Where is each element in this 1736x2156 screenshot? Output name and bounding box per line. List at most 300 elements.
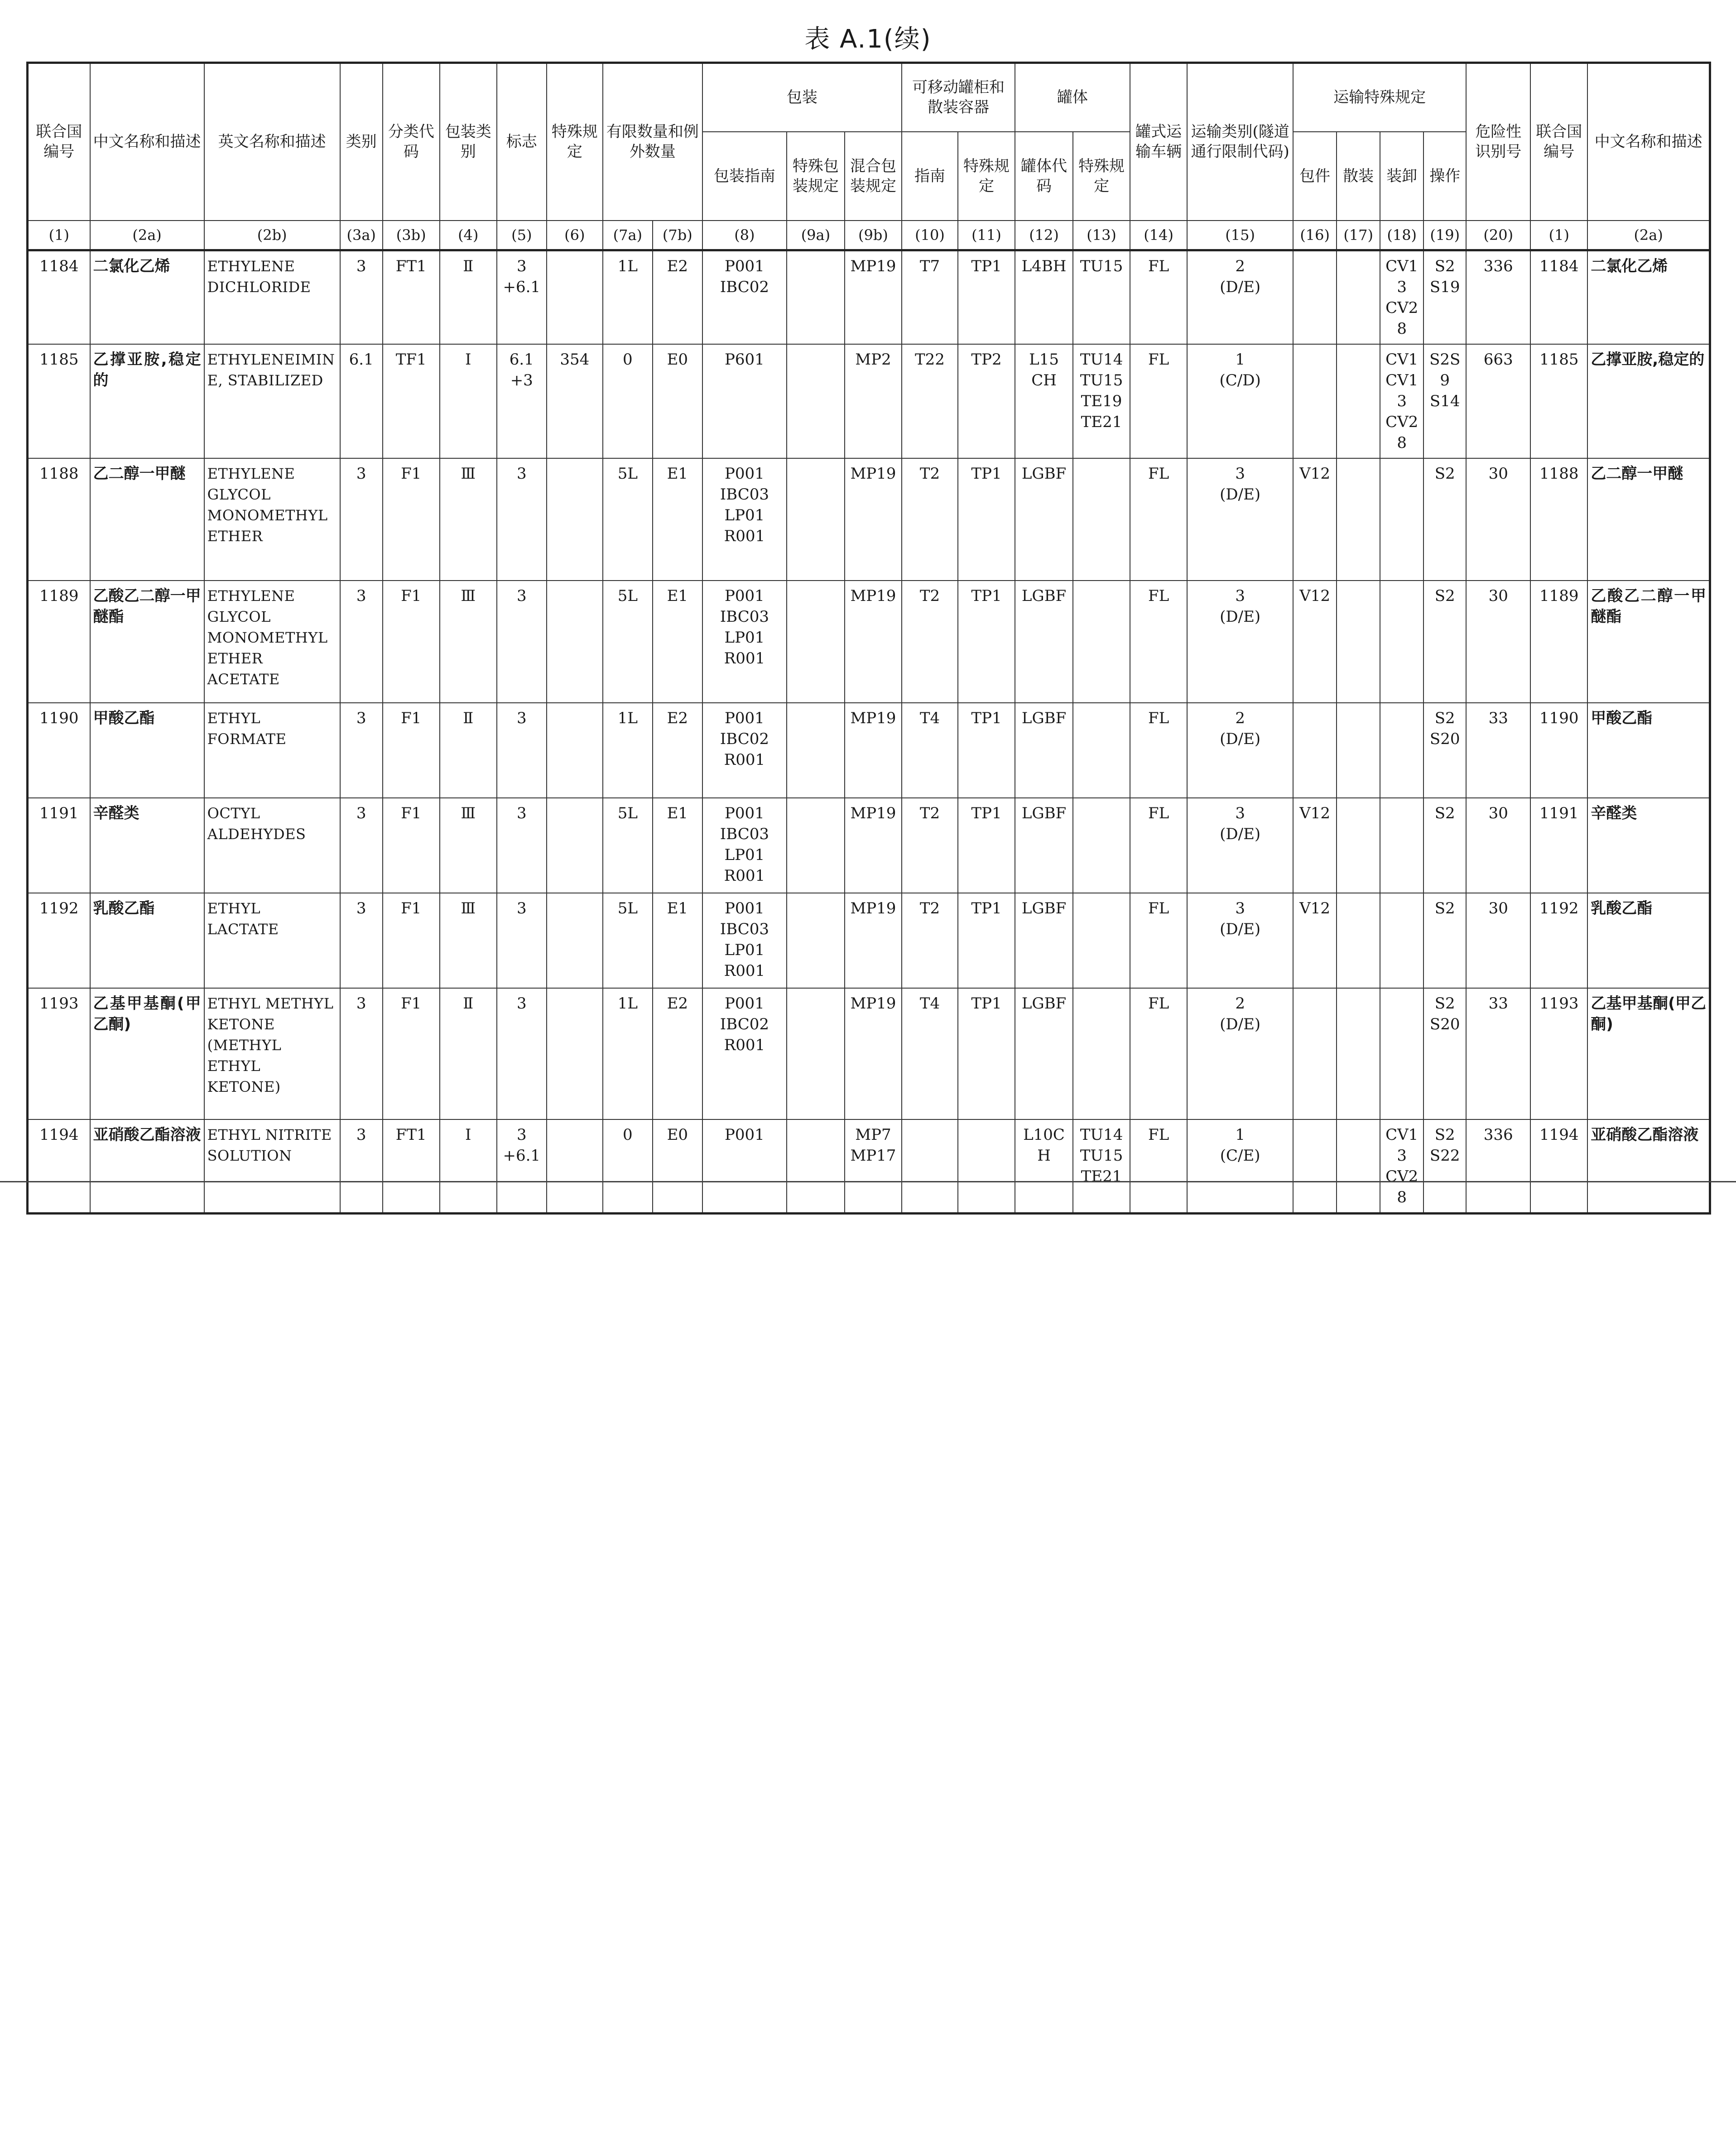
cell-special-provisions: 354: [547, 344, 603, 458]
header-tank-special: 特殊规定: [958, 132, 1015, 221]
cell-tank-instructions: T2: [902, 798, 958, 893]
cell-tank-special-provisions: [958, 1119, 1015, 1214]
cell-name-en: ETHYL FORMATE: [204, 703, 340, 798]
cell-class: 3: [340, 988, 383, 1119]
cell-special-packages: [1293, 344, 1337, 458]
cell-tank-special-provisions-2: [1073, 458, 1130, 581]
cell-transport-category: 3 (D/E): [1187, 581, 1293, 703]
cell-excepted-quantity: E0: [653, 1119, 702, 1214]
cell-mixed-packing: MP2: [845, 344, 902, 458]
cell-tank-special-provisions-2: [1073, 703, 1130, 798]
table-row: [28, 798, 1710, 893]
header-portable-tanks: 可移动罐柜和散装容器: [902, 63, 1015, 132]
cell-tank-vehicle: FL: [1130, 988, 1187, 1119]
cell-limited-quantity: 5L: [603, 798, 653, 893]
cell-tank-special-provisions-2: TU15: [1073, 250, 1130, 344]
cell-tank-code: LGBF: [1015, 798, 1073, 893]
cell-un-no-right: 1185: [1530, 344, 1587, 458]
cell-class: 3: [340, 458, 383, 581]
cell-name-en: ETHYLENE DICHLORIDE: [204, 250, 340, 344]
header-tank-instructions: 指南: [902, 132, 958, 221]
cell-transport-category: 2 (D/E): [1187, 988, 1293, 1119]
cell-special-packages: [1293, 250, 1337, 344]
column-number: (6): [547, 221, 603, 250]
cell-excepted-quantity: E1: [653, 893, 702, 988]
cell-un-no: 1185: [28, 344, 90, 458]
table-row: [28, 893, 1710, 988]
cell-un-no: 1184: [28, 250, 90, 344]
cell-special-provisions: [547, 458, 603, 581]
cell-class: 3: [340, 703, 383, 798]
cell-tank-code: L4BH: [1015, 250, 1073, 344]
cell-tank-special-provisions: TP1: [958, 703, 1015, 798]
table-row: [28, 581, 1710, 703]
cell-class: 6.1: [340, 344, 383, 458]
header-name-en: 英文名称和描述: [204, 63, 340, 221]
cell-special-packing-provisions: [787, 703, 845, 798]
cell-packing-group: Ⅲ: [440, 458, 497, 581]
cell-special-packing-provisions: [787, 988, 845, 1119]
cell-un-no: 1193: [28, 988, 90, 1119]
cell-packing-group: Ⅱ: [440, 988, 497, 1119]
cell-hazard-id: 30: [1466, 458, 1530, 581]
column-number-row: [28, 221, 1710, 250]
cell-packing-group: Ⅰ: [440, 344, 497, 458]
cell-mixed-packing: MP7 MP17: [845, 1119, 902, 1214]
cell-special-provisions: [547, 988, 603, 1119]
cell-limited-quantity: 0: [603, 344, 653, 458]
cell-un-no-right: 1190: [1530, 703, 1587, 798]
cell-special-operation: S2: [1423, 798, 1466, 893]
cell-transport-category: 1 (C/E): [1187, 1119, 1293, 1214]
column-number: (2a): [1587, 221, 1710, 250]
cell-tank-special-provisions-2: [1073, 798, 1130, 893]
column-number: (12): [1015, 221, 1073, 250]
cell-tank-special-provisions-2: TU14 TU15 TE21: [1073, 1119, 1130, 1214]
column-number: (1): [28, 221, 90, 250]
header-tanks: 罐体: [1015, 63, 1130, 132]
column-number: (7a): [603, 221, 653, 250]
cell-un-no: 1189: [28, 581, 90, 703]
header-transport-category: 运输类别(隧道通行限制代码): [1187, 63, 1293, 221]
cell-name-en: OCTYL ALDEHYDES: [204, 798, 340, 893]
cell-special-packages: V12: [1293, 798, 1337, 893]
cell-special-loading: [1380, 798, 1423, 893]
table-row: [28, 458, 1710, 581]
column-number: (10): [902, 221, 958, 250]
cell-tank-instructions: T2: [902, 581, 958, 703]
cell-class-code: TF1: [383, 344, 440, 458]
cell-transport-category: 2 (D/E): [1187, 703, 1293, 798]
cell-special-operation: S2 S20: [1423, 703, 1466, 798]
cell-class-code: FT1: [383, 1119, 440, 1214]
header-class-code: 分类代码: [383, 63, 440, 221]
cell-mixed-packing: MP19: [845, 798, 902, 893]
header-loading: 装卸: [1380, 132, 1423, 221]
table-body: [28, 250, 1710, 1213]
cell-tank-special-provisions: TP1: [958, 458, 1015, 581]
cell-special-packages: V12: [1293, 893, 1337, 988]
cell-tank-vehicle: FL: [1130, 893, 1187, 988]
cell-special-bulk: [1337, 1119, 1380, 1214]
cell-name-en: ETHYL METHYL KETONE (METHYL ETHYL KETONE): [204, 988, 340, 1119]
cell-name-cn: 二氯化乙烯: [90, 250, 204, 344]
cell-name-cn-right: 乙酸乙二醇一甲醚酯: [1587, 581, 1710, 703]
cell-special-operation: S2 S22: [1423, 1119, 1466, 1214]
cell-class-code: F1: [383, 581, 440, 703]
cell-class-code: F1: [383, 893, 440, 988]
cell-labels: 3: [497, 458, 547, 581]
cell-labels: 3: [497, 581, 547, 703]
cell-special-bulk: [1337, 250, 1380, 344]
cell-special-provisions: [547, 581, 603, 703]
cell-packing-group: Ⅲ: [440, 893, 497, 988]
cell-packing-instructions: P001 IBC03 LP01 R001: [702, 798, 787, 893]
cell-class: 3: [340, 1119, 383, 1214]
cell-labels: 3: [497, 798, 547, 893]
cell-name-cn: 亚硝酸乙酯溶液: [90, 1119, 204, 1214]
cell-tank-special-provisions: TP2: [958, 344, 1015, 458]
cell-labels: 3: [497, 893, 547, 988]
cell-special-packing-provisions: [787, 798, 845, 893]
cell-packing-instructions: P001 IBC02 R001: [702, 703, 787, 798]
cell-packing-group: Ⅰ: [440, 1119, 497, 1214]
cell-special-loading: [1380, 703, 1423, 798]
cell-special-loading: [1380, 581, 1423, 703]
column-number: (13): [1073, 221, 1130, 250]
cell-special-bulk: [1337, 988, 1380, 1119]
cell-tank-vehicle: FL: [1130, 250, 1187, 344]
cell-un-no-right: 1192: [1530, 893, 1587, 988]
cell-un-no-right: 1189: [1530, 581, 1587, 703]
cell-class: 3: [340, 798, 383, 893]
cell-name-cn-right: 二氯化乙烯: [1587, 250, 1710, 344]
cell-special-operation: S2S9 S14: [1423, 344, 1466, 458]
cell-name-cn-right: 乳酸乙酯: [1587, 893, 1710, 988]
header-limited-quantity: 有限数量和例外数量: [603, 63, 702, 221]
cell-special-loading: [1380, 988, 1423, 1119]
header-tank-code: 罐体代码: [1015, 132, 1073, 221]
cell-special-provisions: [547, 893, 603, 988]
cell-tank-special-provisions: TP1: [958, 988, 1015, 1119]
header-pack-instructions: 包装指南: [702, 132, 787, 221]
cell-special-loading: [1380, 458, 1423, 581]
cell-special-operation: S2 S19: [1423, 250, 1466, 344]
cell-packing-instructions: P601: [702, 344, 787, 458]
cell-name-cn-right: 亚硝酸乙酯溶液: [1587, 1119, 1710, 1214]
cell-tank-instructions: T2: [902, 893, 958, 988]
cell-excepted-quantity: E1: [653, 581, 702, 703]
header-name-cn-right: 中文名称和描述: [1587, 63, 1710, 221]
cell-tank-special-provisions-2: [1073, 581, 1130, 703]
cell-mixed-packing: MP19: [845, 703, 902, 798]
cell-name-cn: 乳酸乙酯: [90, 893, 204, 988]
cell-special-provisions: [547, 798, 603, 893]
column-number: (14): [1130, 221, 1187, 250]
cell-un-no-right: 1194: [1530, 1119, 1587, 1214]
cell-special-packages: [1293, 988, 1337, 1119]
cell-tank-instructions: T4: [902, 988, 958, 1119]
cell-hazard-id: 33: [1466, 988, 1530, 1119]
header-packaging: 包装: [702, 63, 902, 132]
cell-packing-instructions: P001 IBC03 LP01 R001: [702, 458, 787, 581]
column-number: (1): [1530, 221, 1587, 250]
cell-tank-instructions: T7: [902, 250, 958, 344]
cell-special-packages: V12: [1293, 581, 1337, 703]
cell-packing-group: Ⅱ: [440, 703, 497, 798]
cell-special-provisions: [547, 703, 603, 798]
column-number: (11): [958, 221, 1015, 250]
column-number: (2a): [90, 221, 204, 250]
cell-special-loading: CV13 CV28: [1380, 1119, 1423, 1214]
header-tank-special-2: 特殊规定: [1073, 132, 1130, 221]
cell-packing-instructions: P001 IBC02 R001: [702, 988, 787, 1119]
page-bottom-rule: [0, 1181, 1736, 1182]
cell-name-en: ETHYLENEIMINE, STABILIZED: [204, 344, 340, 458]
cell-mixed-packing: MP19: [845, 458, 902, 581]
table-row: [28, 1119, 1710, 1214]
header-special-provisions: 特殊规定: [547, 63, 603, 221]
cell-tank-special-provisions: TP1: [958, 798, 1015, 893]
cell-tank-code: LGBF: [1015, 893, 1073, 988]
cell-tank-vehicle: FL: [1130, 581, 1187, 703]
cell-un-no-right: 1191: [1530, 798, 1587, 893]
cell-hazard-id: 336: [1466, 1119, 1530, 1214]
cell-hazard-id: 30: [1466, 798, 1530, 893]
cell-tank-code: LGBF: [1015, 458, 1073, 581]
cell-excepted-quantity: E2: [653, 703, 702, 798]
cell-excepted-quantity: E1: [653, 458, 702, 581]
column-number: (18): [1380, 221, 1423, 250]
cell-name-cn: 乙基甲基酮(甲乙酮): [90, 988, 204, 1119]
cell-name-cn: 辛醛类: [90, 798, 204, 893]
cell-special-packing-provisions: [787, 458, 845, 581]
cell-name-en: ETHYLENE GLYCOL MONOMETHYL ETHER: [204, 458, 340, 581]
cell-excepted-quantity: E2: [653, 250, 702, 344]
column-number: (8): [702, 221, 787, 250]
cell-un-no: 1191: [28, 798, 90, 893]
cell-un-no: 1188: [28, 458, 90, 581]
cell-special-packages: [1293, 1119, 1337, 1214]
cell-name-cn-right: 辛醛类: [1587, 798, 1710, 893]
cell-class: 3: [340, 250, 383, 344]
cell-un-no-right: 1184: [1530, 250, 1587, 344]
cell-limited-quantity: 0: [603, 1119, 653, 1214]
cell-tank-vehicle: FL: [1130, 703, 1187, 798]
column-number: (16): [1293, 221, 1337, 250]
cell-special-packages: V12: [1293, 458, 1337, 581]
cell-tank-code: LGBF: [1015, 703, 1073, 798]
column-number: (9b): [845, 221, 902, 250]
cell-special-loading: [1380, 893, 1423, 988]
cell-special-bulk: [1337, 581, 1380, 703]
cell-hazard-id: 663: [1466, 344, 1530, 458]
cell-excepted-quantity: E0: [653, 344, 702, 458]
column-number: (17): [1337, 221, 1380, 250]
cell-name-cn-right: 乙二醇一甲醚: [1587, 458, 1710, 581]
cell-packing-group: Ⅲ: [440, 798, 497, 893]
cell-un-no-right: 1193: [1530, 988, 1587, 1119]
header-tank-vehicle: 罐式运输车辆: [1130, 63, 1187, 221]
cell-special-bulk: [1337, 458, 1380, 581]
cell-name-cn-right: 甲酸乙酯: [1587, 703, 1710, 798]
cell-special-operation: S2: [1423, 458, 1466, 581]
cell-un-no: 1190: [28, 703, 90, 798]
column-number: (4): [440, 221, 497, 250]
column-number: (20): [1466, 221, 1530, 250]
header-pack-special: 特殊包装规定: [787, 132, 845, 221]
cell-special-packing-provisions: [787, 893, 845, 988]
cell-labels: 3 +6.1: [497, 250, 547, 344]
cell-limited-quantity: 5L: [603, 893, 653, 988]
cell-name-en: ETHYL LACTATE: [204, 893, 340, 988]
cell-tank-instructions: T4: [902, 703, 958, 798]
cell-class: 3: [340, 581, 383, 703]
cell-tank-vehicle: FL: [1130, 798, 1187, 893]
cell-limited-quantity: 1L: [603, 988, 653, 1119]
header-packing-group: 包装类别: [440, 63, 497, 221]
cell-tank-instructions: T2: [902, 458, 958, 581]
page-title: 表 A.1(续): [804, 24, 932, 54]
column-number: (3b): [383, 221, 440, 250]
header-class: 类别: [340, 63, 383, 221]
cell-un-no-right: 1188: [1530, 458, 1587, 581]
cell-special-provisions: [547, 1119, 603, 1214]
header-operation: 操作: [1423, 132, 1466, 221]
cell-special-packing-provisions: [787, 581, 845, 703]
cell-mixed-packing: MP19: [845, 250, 902, 344]
cell-name-cn: 乙酸乙二醇一甲醚酯: [90, 581, 204, 703]
column-number: (9a): [787, 221, 845, 250]
cell-hazard-id: 30: [1466, 581, 1530, 703]
cell-packing-group: Ⅱ: [440, 250, 497, 344]
cell-un-no: 1194: [28, 1119, 90, 1214]
cell-tank-special-provisions: TP1: [958, 250, 1015, 344]
cell-labels: 3: [497, 988, 547, 1119]
cell-special-bulk: [1337, 344, 1380, 458]
cell-transport-category: 3 (D/E): [1187, 798, 1293, 893]
cell-labels: 3 +6.1: [497, 1119, 547, 1214]
cell-tank-instructions: [902, 1119, 958, 1214]
cell-tank-special-provisions: TP1: [958, 893, 1015, 988]
cell-tank-vehicle: FL: [1130, 1119, 1187, 1214]
cell-special-operation: S2 S20: [1423, 988, 1466, 1119]
table-row: [28, 703, 1710, 798]
column-number: (3a): [340, 221, 383, 250]
cell-un-no: 1192: [28, 893, 90, 988]
dangerous-goods-table-container: [26, 62, 1711, 1215]
cell-packing-instructions: P001: [702, 1119, 787, 1214]
cell-hazard-id: 30: [1466, 893, 1530, 988]
cell-name-en: ETHYLENE GLYCOL MONOMETHYL ETHER ACETATE: [204, 581, 340, 703]
cell-special-loading: CV1 CV13 CV28: [1380, 344, 1423, 458]
table-row: [28, 344, 1710, 458]
header-bulk: 散装: [1337, 132, 1380, 221]
cell-name-cn: 乙二醇一甲醚: [90, 458, 204, 581]
cell-labels: 6.1 +3: [497, 344, 547, 458]
cell-special-bulk: [1337, 893, 1380, 988]
cell-special-packages: [1293, 703, 1337, 798]
cell-class-code: FT1: [383, 250, 440, 344]
cell-limited-quantity: 5L: [603, 581, 653, 703]
cell-hazard-id: 33: [1466, 703, 1530, 798]
cell-name-en: ETHYL NITRITE SOLUTION: [204, 1119, 340, 1214]
cell-packing-instructions: P001 IBC02: [702, 250, 787, 344]
cell-tank-code: L15 CH: [1015, 344, 1073, 458]
cell-limited-quantity: 1L: [603, 250, 653, 344]
cell-special-provisions: [547, 250, 603, 344]
cell-special-packing-provisions: [787, 250, 845, 344]
cell-name-cn: 甲酸乙酯: [90, 703, 204, 798]
cell-labels: 3: [497, 703, 547, 798]
column-number: (5): [497, 221, 547, 250]
column-number: (15): [1187, 221, 1293, 250]
header-transport-special: 运输特殊规定: [1293, 63, 1466, 132]
cell-class-code: F1: [383, 988, 440, 1119]
cell-tank-special-provisions-2: [1073, 988, 1130, 1119]
cell-packing-group: Ⅲ: [440, 581, 497, 703]
cell-special-packing-provisions: [787, 344, 845, 458]
cell-name-cn-right: 乙撑亚胺,稳定的: [1587, 344, 1710, 458]
cell-class: 3: [340, 893, 383, 988]
cell-transport-category: 3 (D/E): [1187, 458, 1293, 581]
cell-limited-quantity: 5L: [603, 458, 653, 581]
cell-transport-category: 1 (C/D): [1187, 344, 1293, 458]
cell-special-packing-provisions: [787, 1119, 845, 1214]
header-hazard-id: 危险性识别号: [1466, 63, 1530, 221]
header-un-no: 联合国编号: [28, 63, 90, 221]
cell-hazard-id: 336: [1466, 250, 1530, 344]
cell-name-cn: 乙撑亚胺,稳定的: [90, 344, 204, 458]
cell-transport-category: 2 (D/E): [1187, 250, 1293, 344]
cell-packing-instructions: P001 IBC03 LP01 R001: [702, 581, 787, 703]
cell-class-code: F1: [383, 703, 440, 798]
cell-limited-quantity: 1L: [603, 703, 653, 798]
column-number: (19): [1423, 221, 1466, 250]
header-un-no-right: 联合国编号: [1530, 63, 1587, 221]
cell-tank-instructions: T22: [902, 344, 958, 458]
cell-class-code: F1: [383, 798, 440, 893]
table-row: [28, 988, 1710, 1119]
cell-tank-special-provisions-2: [1073, 893, 1130, 988]
cell-special-operation: S2: [1423, 893, 1466, 988]
cell-special-operation: S2: [1423, 581, 1466, 703]
cell-tank-special-provisions-2: TU14 TU15 TE19 TE21: [1073, 344, 1130, 458]
cell-mixed-packing: MP19: [845, 893, 902, 988]
cell-tank-vehicle: FL: [1130, 458, 1187, 581]
cell-special-bulk: [1337, 798, 1380, 893]
header-mixed-pack: 混合包装规定: [845, 132, 902, 221]
dangerous-goods-table: [26, 62, 1711, 1215]
cell-special-bulk: [1337, 703, 1380, 798]
cell-packing-instructions: P001 IBC03 LP01 R001: [702, 893, 787, 988]
cell-mixed-packing: MP19: [845, 581, 902, 703]
column-number: (7b): [653, 221, 702, 250]
cell-mixed-packing: MP19: [845, 988, 902, 1119]
cell-tank-code: L10CH: [1015, 1119, 1073, 1214]
header-packages: 包件: [1293, 132, 1337, 221]
cell-excepted-quantity: E2: [653, 988, 702, 1119]
cell-name-cn-right: 乙基甲基酮(甲乙酮): [1587, 988, 1710, 1119]
cell-special-loading: CV13 CV28: [1380, 250, 1423, 344]
header-labels: 标志: [497, 63, 547, 221]
cell-transport-category: 3 (D/E): [1187, 893, 1293, 988]
header-name-cn: 中文名称和描述: [90, 63, 204, 221]
cell-tank-vehicle: FL: [1130, 344, 1187, 458]
table-row: [28, 250, 1710, 344]
column-number: (2b): [204, 221, 340, 250]
cell-tank-code: LGBF: [1015, 988, 1073, 1119]
